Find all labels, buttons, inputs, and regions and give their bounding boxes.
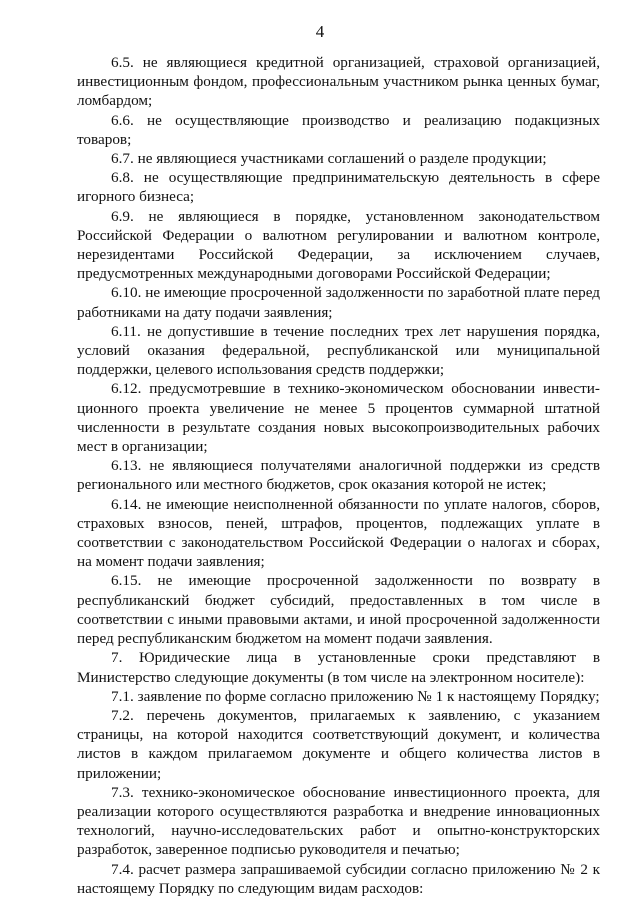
clause-6-12: 6.12. предусмотревшие в технико-экономическом обосновании инвести-ционного проекта увеличение не менее 5 процентов суммарной штатной численности в результате создания новых высокопроизводительных рабочих мест в организации; <box>77 380 600 456</box>
page-number: 4 <box>315 22 325 41</box>
clause-6-7: 6.7. не являющиеся участниками соглашений о разделе продукции; <box>111 150 547 168</box>
clause-6-11: 6.11. не допустившие в течение последних трех лет нарушения порядка, условий оказания федеральной, республиканской или муниципальной поддержки, целевого использования средств поддержки; <box>77 322 600 379</box>
clause-6-5: 6.5. не являющиеся кредитной организацией, страховой организацией, инвестиционным фондом, профессиональным участником рынка ценных бумаг, ломбардом; <box>77 54 600 110</box>
clause-6-14: 6.14. не имеющие неисполненной обязанности по уплате налогов, сборов, страховых взносов, пеней, штрафов, процентов, подлежащих уплате в соответствии с законодательством Российской Федерации о налогах и сборах, на момент подачи заявления; <box>77 495 600 571</box>
clause-7-4: 7.4. расчет размера запрашиваемой субсидии согласно приложению № 2 к настоящему Порядку по следующим видам расходов: <box>77 860 600 897</box>
document-body <box>77 53 600 898</box>
clause-6-8: 6.8. не осуществляющие предпринимательскую деятельность в сфере игорного бизнеса; <box>77 169 600 206</box>
clause-7-3: 7.3. технико-экономическое обоснование инвестиционного проекта, для реализации которого осуществляются разработка и внедрение инновационных технологий, научно-исследовательских работ и опытно-конструкторских разработок, заверенное подписью руководителя и печатью; <box>77 783 600 859</box>
clause-6-6: 6.6. не осуществляющие производство и реализацию подакцизных товаров; <box>77 111 600 148</box>
clause-6-9: 6.9. не являющиеся в порядке, установленном законодательством Российской Федерации о валютном регулировании и валютном контроле, нерезидентами Российской Федерации, за исключением случаев, предусмотренных международными договорами Российской Федерации; <box>77 207 600 283</box>
clause-6-13: 6.13. не являющиеся получателями аналогичной поддержки из средств регионального или местного бюджетов, срок оказания которой не истек; <box>77 457 600 494</box>
clause-7-1: 7.1. заявление по форме согласно приложению № 1 к настоящему Порядку; <box>111 687 600 705</box>
clause-7: 7. Юридические лица в установленные сроки представляют в Министерство следующие документы (в том числе на электронном носителе): <box>77 649 600 686</box>
clause-7-2: 7.2. перечень документов, прилагаемых к заявлению, с указанием страницы, на которой находится соответствующий документ, и количества листов в каждом прилагаемом документе и общего количества листов в приложении; <box>77 706 600 782</box>
clause-6-10: 6.10. не имеющие просроченной задолженности по заработной плате перед работниками на дату подачи заявления; <box>77 284 600 321</box>
clause-6-15: 6.15. не имеющие просроченной задолженности по возврату в республиканский бюджет субсидий, предоставленных в том числе в соответствии с иными правовыми актами, и иной просроченной задолженности перед республиканским бюджетом на момент подачи заявления. <box>77 572 600 648</box>
